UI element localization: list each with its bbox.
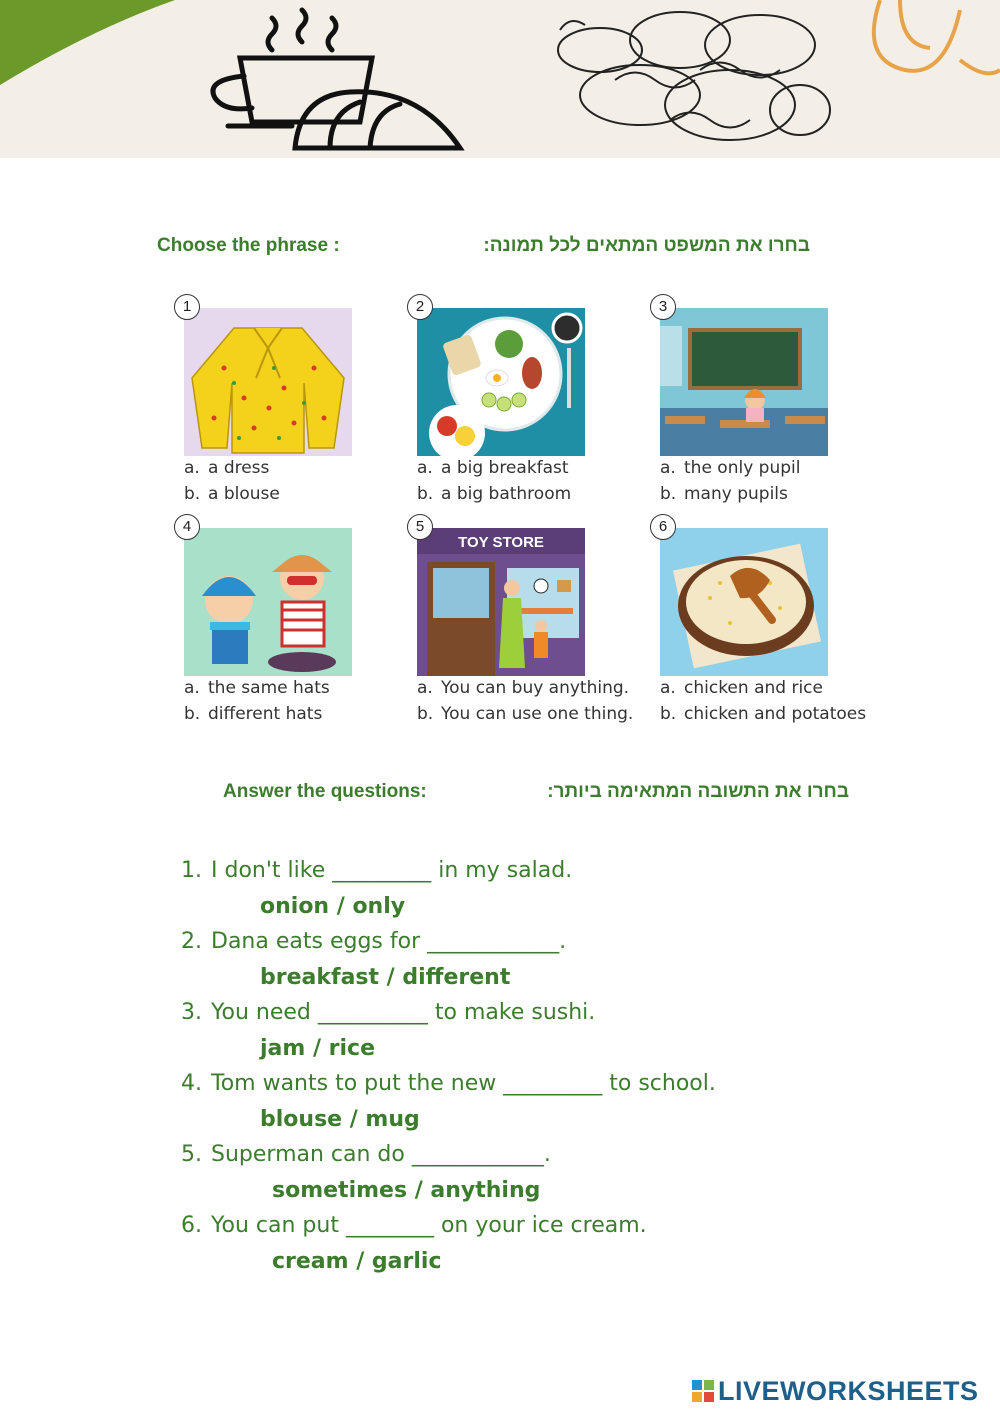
- orange-swirl-decoration: [874, 0, 1000, 73]
- option-b[interactable]: [660, 484, 788, 504]
- header-banner: [0, 0, 1000, 158]
- two-boys-hats-image: [184, 528, 352, 676]
- question-3-choices[interactable]: jam / rice: [260, 1036, 376, 1061]
- option-letter: b.: [660, 704, 677, 724]
- option-text: a big breakfast: [441, 458, 569, 478]
- option-letter: a.: [417, 458, 433, 478]
- choose-instruction-en: Choose the phrase :: [157, 235, 340, 256]
- green-leaf-decoration: [0, 0, 175, 85]
- option-letter: a.: [184, 678, 200, 698]
- question-5-choices[interactable]: sometimes / anything: [272, 1178, 541, 1203]
- option-letter: b.: [184, 704, 201, 724]
- option-letter: a.: [184, 458, 200, 478]
- choose-instruction-he: בחרו את המשפט המתאים לכל תמונה:: [483, 235, 810, 256]
- question-6: [181, 1213, 647, 1238]
- question-5: [181, 1142, 551, 1167]
- question-2: [181, 929, 566, 954]
- option-b[interactable]: [184, 484, 280, 504]
- picture-number: 5: [407, 514, 433, 540]
- option-a[interactable]: [417, 458, 569, 478]
- option-text: the only pupil: [684, 458, 801, 478]
- option-text: You can buy anything.: [441, 678, 630, 698]
- pastry-sketch-icon: [558, 12, 830, 140]
- option-a[interactable]: [184, 458, 269, 478]
- coffee-croissant-icon: [213, 10, 460, 148]
- chicken-rice-image: [660, 528, 828, 676]
- question-6-choices[interactable]: cream / garlic: [272, 1249, 442, 1274]
- option-b[interactable]: [417, 484, 571, 504]
- toy-store-sign: TOY STORE: [458, 534, 544, 551]
- question-text: You need __________ to make sushi.: [211, 1000, 596, 1025]
- answer-instruction-he: בחרו את התשובה המתאימה ביותר:: [547, 781, 849, 802]
- question-number: 1.: [181, 858, 202, 883]
- toy-store-image: [417, 528, 585, 676]
- option-letter: b.: [660, 484, 677, 504]
- option-text: many pupils: [684, 484, 788, 504]
- question-2-choices[interactable]: breakfast / different: [260, 965, 511, 990]
- option-text: a big bathroom: [441, 484, 572, 504]
- answer-instruction-en: Answer the questions:: [223, 781, 427, 802]
- picture-number: 3: [650, 294, 676, 320]
- question-3: [181, 1000, 595, 1025]
- question-number: 3.: [181, 1000, 202, 1025]
- option-text: the same hats: [208, 678, 330, 698]
- question-4-choices[interactable]: blouse / mug: [260, 1107, 420, 1132]
- option-a[interactable]: [417, 678, 629, 698]
- picture-number: 1: [174, 294, 200, 320]
- option-letter: b.: [417, 484, 434, 504]
- picture-number: 2: [407, 294, 433, 320]
- option-b[interactable]: [417, 704, 633, 724]
- question-number: 4.: [181, 1071, 202, 1096]
- option-text: chicken and rice: [684, 678, 823, 698]
- breakfast-plate-image: [417, 308, 585, 456]
- option-text: a dress: [208, 458, 270, 478]
- option-text: different hats: [208, 704, 323, 724]
- yellow-blouse-image: [184, 308, 352, 456]
- question-1-choices[interactable]: onion / only: [260, 894, 406, 919]
- option-text: You can use one thing.: [441, 704, 634, 724]
- question-text: You can put ________ on your ice cream.: [211, 1213, 647, 1238]
- option-text: a blouse: [208, 484, 280, 504]
- picture-number: 4: [174, 514, 200, 540]
- question-number: 2.: [181, 929, 202, 954]
- option-a[interactable]: [660, 458, 800, 478]
- question-4: [181, 1071, 716, 1096]
- option-letter: a.: [660, 678, 676, 698]
- option-text: chicken and potatoes: [684, 704, 867, 724]
- question-number: 5.: [181, 1142, 202, 1167]
- picture-number: 6: [650, 514, 676, 540]
- liveworksheets-logo-icon: [692, 1380, 714, 1402]
- liveworksheets-logo[interactable]: LIVEWORKSHEETS: [718, 1376, 979, 1406]
- option-letter: a.: [660, 458, 676, 478]
- classroom-image: [660, 308, 828, 456]
- option-letter: b.: [184, 484, 201, 504]
- option-b[interactable]: [184, 704, 322, 724]
- option-b[interactable]: [660, 704, 866, 724]
- question-text: Superman can do ____________.: [211, 1142, 551, 1167]
- question-1: [181, 858, 572, 883]
- option-letter: a.: [417, 678, 433, 698]
- question-text: Dana eats eggs for ____________.: [211, 929, 567, 954]
- question-text: I don't like _________ in my salad.: [211, 858, 573, 883]
- option-letter: b.: [417, 704, 434, 724]
- option-a[interactable]: [184, 678, 330, 698]
- question-number: 6.: [181, 1213, 202, 1238]
- option-a[interactable]: [660, 678, 823, 698]
- question-text: Tom wants to put the new _________ to school.: [211, 1071, 716, 1096]
